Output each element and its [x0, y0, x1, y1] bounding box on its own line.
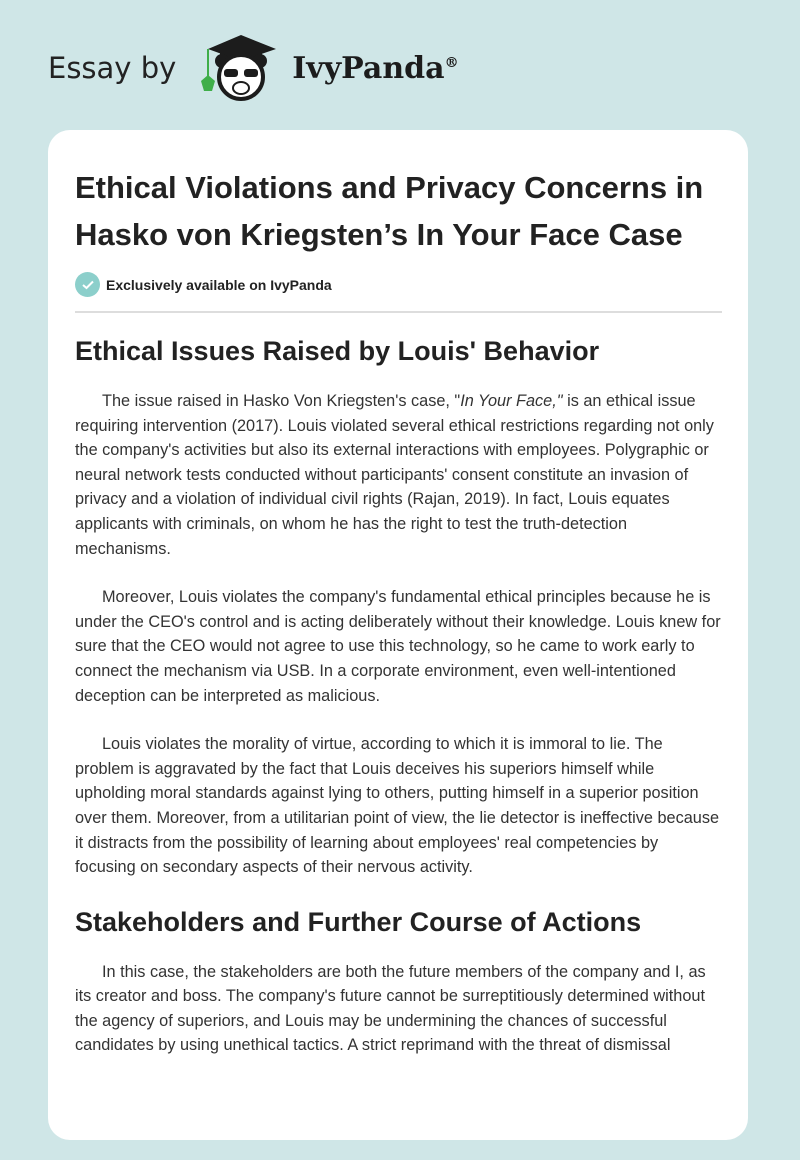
paragraph: In this case, the stakeholders are both the future members of the company and I, as its creator and boss. The company's future cannot be surreptitiously determined without the agency of superiors, and Louis may be undermining the chances of successful candidates by using unethical tactics. A strict reprimand with the threat of dismissal [75, 962, 706, 1055]
section-heading: Stakeholders and Further Course of Actions [75, 906, 642, 937]
section-heading: Ethical Issues Raised by Louis' Behavior [75, 336, 600, 366]
check-icon [75, 272, 100, 297]
ivypanda-logo-icon [198, 33, 284, 103]
paragraph: The issue raised in Hasko Von Kriegsten's case, "In Your Face," is an ethical issue requiring intervention (2017). Louis violated several ethical restrictions regarding not only the company's activities but also its external interactions with employees. Polygraphic or neural network tests conducted without participants' consent constitute an invasion of privacy and a violation of individual civil rights (Rajan, 2019). In fact, Louis equates applicants with criminals, on whom he has the right to test the truth-detection mechanisms. [75, 392, 714, 558]
divider [75, 311, 722, 313]
site-header [48, 36, 459, 100]
paragraph: Louis violates the morality of virtue, according to which it is immoral to lie. The problem is aggravated by the fact that Louis deceives his superiors himself while upholding moral standards against lying to others, putting himself in a superior position over them. Moreover, from a utilitarian point of view, the lie detector is ineffective because it distracts from the possibility of learning about employees' real competencies by focusing on secondary aspects of their nervous activity. [75, 735, 720, 877]
brand-name: IvyPanda® [292, 50, 459, 86]
essay-title: Ethical Violations and Privacy Concerns in Hasko von Kriegsten’s In Your Face Case [75, 170, 704, 252]
paragraph: Moreover, Louis violates the company's fundamental ethical principles because he is under the CEO's control and is acting deliberately without their knowledge. Louis knew for sure that the CEO would not agree to use this technology, so he came to work early to connect the mechanism via USB. In a corporate environment, even well-intentioned deception can be interpreted as malicious. [75, 588, 721, 705]
essay-card [48, 130, 748, 1140]
exclusive-badge: Exclusively available on IvyPanda [75, 272, 722, 297]
essay-by-label: Essay by [48, 51, 177, 85]
